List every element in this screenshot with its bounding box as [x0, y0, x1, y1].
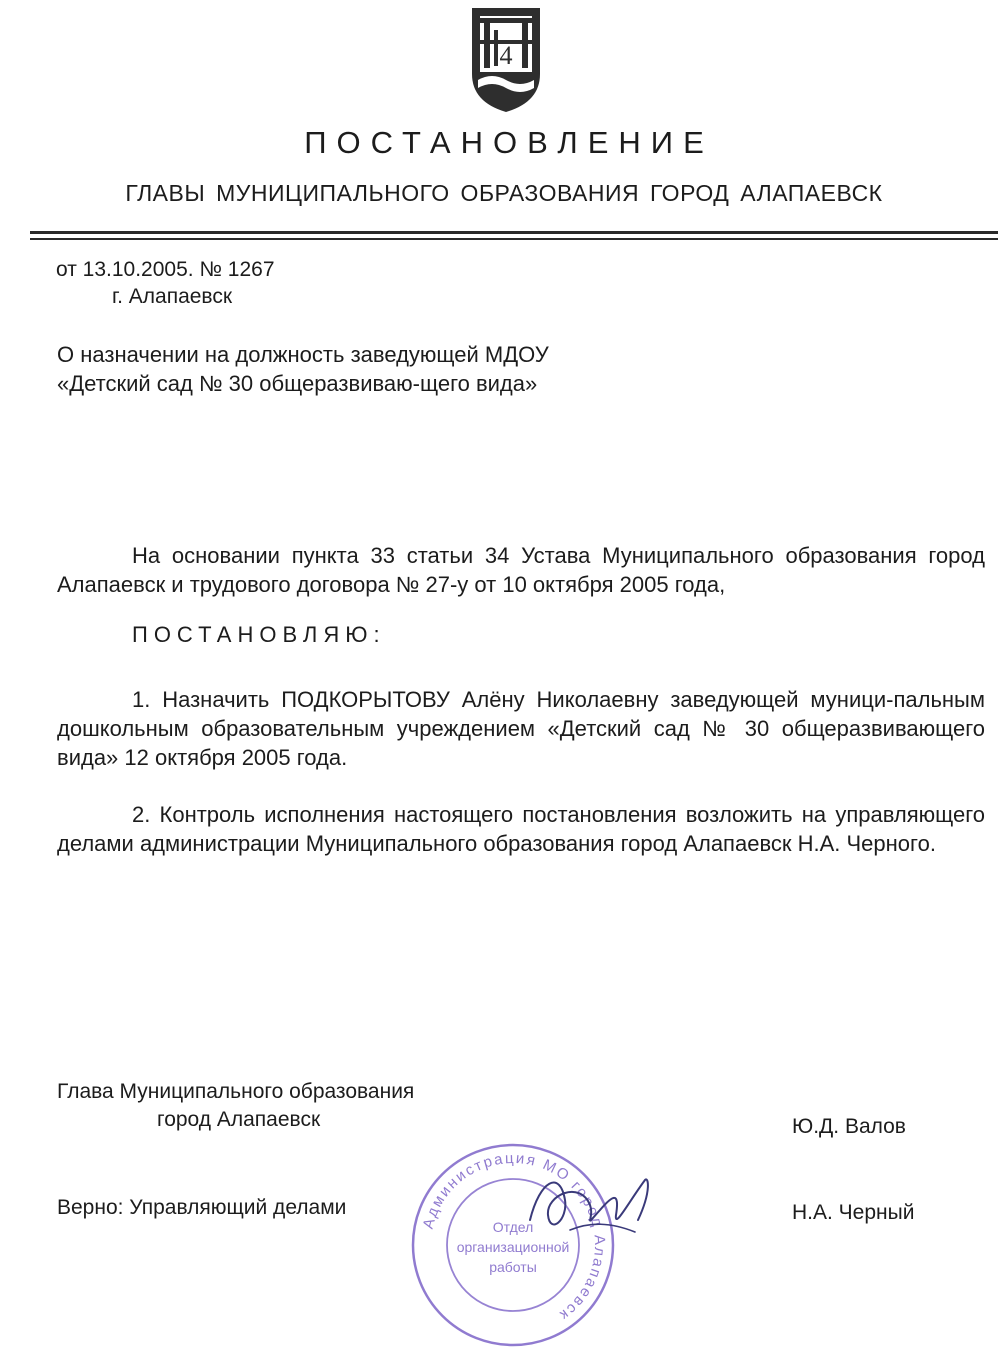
- head-title-line1: Глава Муниципального образования: [57, 1080, 415, 1103]
- document-city: г. Алапаевск: [112, 285, 233, 308]
- svg-text:4: 4: [499, 41, 513, 70]
- document-date-number: от 13.10.2005. № 1267: [56, 258, 275, 281]
- svg-text:Отдел: Отдел: [492, 1219, 534, 1235]
- svg-text:работы: работы: [489, 1259, 537, 1275]
- document-subject: О назначении на должность заведующей МДОУ «Детский сад № 30 общеразвиваю-щего вида»: [57, 342, 549, 396]
- handwritten-signature: [520, 1160, 660, 1250]
- head-title-line2: город Алапаевск: [157, 1108, 321, 1131]
- verified-name: Н.А. Черный: [792, 1201, 915, 1224]
- item-2-paragraph: 2. Контроль исполнения настоящего постановления возложить на управляющего делами администрации Муниципального образования город Алапаевск Н.А. Черного.: [57, 802, 985, 856]
- svg-text:Администрация МО город Алапаев: Администрация МО город Алапаевск: [419, 1149, 609, 1325]
- verified-label: Верно: Управляющий делами: [57, 1196, 347, 1219]
- document-subtitle: ГЛАВЫ МУНИЦИПАЛЬНОГО ОБРАЗОВАНИЯ ГОРОД АЛАПАЕВСК: [125, 180, 883, 206]
- basis-paragraph: На основании пункта 33 статьи 34 Устава Муниципального образования город Алапаевск и трудового договора № 27-у от 10 октября 2005 года,: [57, 543, 985, 597]
- city-coat-of-arms-icon: [466, 4, 546, 116]
- svg-text:организационной: организационной: [456, 1239, 570, 1255]
- item-1-paragraph: 1. Назначить ПОДКОРЫТОВУ Алёну Николаевну заведующей муници-пальным дошкольным образовательным учреждением «Детский сад № 30 общеразвивающего вида» 12 октября 2005 года.: [57, 687, 985, 770]
- decree-heading: ПОСТАНОВЛЯЮ:: [132, 622, 386, 647]
- header-rule-secondary: [30, 238, 998, 240]
- header-rule: [30, 231, 998, 234]
- head-name: Ю.Д. Валов: [792, 1115, 906, 1138]
- document-title: ПОСТАНОВЛЕНИЕ: [304, 125, 714, 160]
